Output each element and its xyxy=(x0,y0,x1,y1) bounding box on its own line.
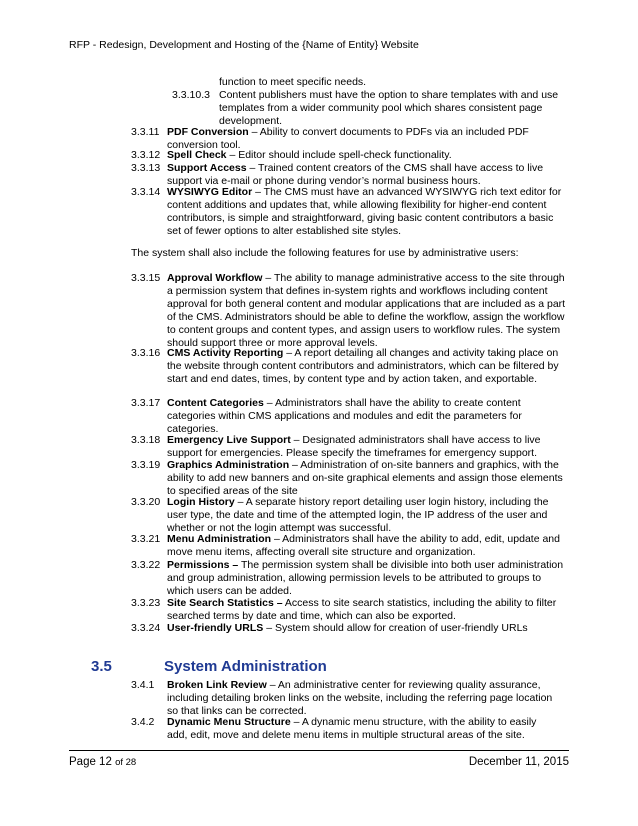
item-separator: – xyxy=(246,162,259,174)
item-number: 3.4.2 xyxy=(131,716,155,728)
item-number: 3.3.23 xyxy=(131,597,161,609)
item-separator: – xyxy=(226,149,239,161)
item-title: PDF Conversion xyxy=(167,126,249,138)
item-number: 3.3.21 xyxy=(131,533,161,545)
item-number: 3.3.12 xyxy=(131,149,161,161)
item-text: Trained content creators of the CMS shall have access to live support via e-mail or phone during vendor’s normal business hours. xyxy=(167,162,544,187)
list-item xyxy=(167,434,563,460)
item-number: 3.3.22 xyxy=(131,559,161,571)
item-title: Approval Workflow xyxy=(167,272,263,284)
item-title: Dynamic Menu Structure xyxy=(167,716,291,728)
item-separator: – xyxy=(263,397,275,409)
list-item xyxy=(167,533,565,559)
item-title: Login History xyxy=(167,496,235,508)
list-item xyxy=(167,679,563,718)
list-item xyxy=(167,622,587,635)
item-text: The CMS must have an advanced WYSIWYG rich text editor for content additions and updates that, while allowing flexibility for higher-end content contributors, is simple and straightforward, giving basic content contributors a basic set of fewer options to alter established site styles. xyxy=(167,186,562,237)
item-separator: – xyxy=(289,459,301,471)
item-text: The permission system shall be divisible into both user administration and group administration, allowing permission levels to be attributed to groups to which users can be added. xyxy=(167,559,564,597)
item-text: An administrative center for reviewing quality assurance, including detailing broken links on the website, including the referring page location so that links can be corrected. xyxy=(167,679,553,717)
footer-date: December 11, 2015 xyxy=(468,756,569,768)
footer-divider xyxy=(69,750,569,751)
item-text: Ability to convert documents to PDFs via an included PDF conversion tool. xyxy=(167,126,529,151)
item-text: function to meet specific needs. xyxy=(219,76,367,88)
item-title: Graphics Administration xyxy=(167,459,290,471)
item-number: 3.3.20 xyxy=(131,496,161,508)
item-separator: – xyxy=(266,679,278,691)
item-text: A dynamic menu structure, with the ability to easily add, edit, move and delete menu items in multiple structural areas of the site. xyxy=(167,716,537,741)
item-title: Emergency Live Support xyxy=(167,434,291,446)
item-title: Support Access xyxy=(167,162,247,174)
item-separator: – xyxy=(263,622,275,634)
item-text: System should allow for creation of user-friendly URLs xyxy=(274,622,528,634)
list-item xyxy=(167,162,557,188)
item-number: 3.3.13 xyxy=(131,162,161,174)
section-title: System Administration xyxy=(164,658,327,675)
item-text: A separate history report detailing user login history, including the user type, the date and time of the attempted login, the IP address of the user and whether or not the login attempt was successful. xyxy=(167,496,549,534)
item-number: 3.3.18 xyxy=(131,434,161,446)
item-separator: – xyxy=(234,496,246,508)
item-number: 3.3.11 xyxy=(131,126,160,138)
list-item xyxy=(167,559,569,598)
item-text: Administrators shall have the ability to add, edit, update and move menu items, affecting overall site structure and organization. xyxy=(167,533,560,558)
item-title: Site Search Statistics – xyxy=(167,597,283,609)
item-text: Access to site search statistics, including the ability to filter searched terms by date and time, which can also be exported. xyxy=(167,597,557,622)
running-header: RFP - Redesign, Development and Hosting of the {Name of Entity} Website xyxy=(69,39,419,51)
item-number: 3.3.14 xyxy=(131,186,161,198)
item-number: 3.3.17 xyxy=(131,397,161,409)
item-text: The ability to manage administrative access to the site through a permission system that defines in-system rights and workflows including content approval for both general content and modular applications that are included as a part of the CMS. Administrators should be able to define the workflow, assign the workflow to content groups and content types, and assign users to workflow rules. The system should support three or more approval levels. xyxy=(167,272,566,349)
page-number xyxy=(69,756,136,768)
list-item xyxy=(167,186,569,238)
list-item xyxy=(167,597,567,623)
item-text: Administration of on-site banners and graphics, with the ability to add new banners and on-site graphical elements and assign those elements to specified areas of the site xyxy=(167,459,563,497)
item-separator: – xyxy=(248,126,260,138)
list-item xyxy=(167,272,569,350)
list-item xyxy=(167,459,567,498)
item-title: Spell Check xyxy=(167,149,227,161)
item-title: Permissions – xyxy=(167,559,239,571)
item-number: 3.3.15 xyxy=(131,272,161,284)
item-title: Broken Link Review xyxy=(167,679,267,691)
item-title: WYSIWYG Editor xyxy=(167,186,253,198)
item-title: Menu Administration xyxy=(167,533,272,545)
item-number: 3.3.10.3 xyxy=(172,89,210,101)
section-number: 3.5 xyxy=(91,658,112,675)
item-text: Content publishers must have the option to share templates with and use templates from a wider community pool which shares consistent page development. xyxy=(219,89,559,127)
list-item xyxy=(219,89,564,128)
item-title: Content Categories xyxy=(167,397,264,409)
list-item-continuation xyxy=(219,76,579,89)
page-label: Page 12 xyxy=(69,756,112,768)
list-item xyxy=(167,716,547,742)
item-text: A report detailing all changes and activity taking place on the website through content contributors and administrators, which can be filtered by start and end dates, times, by content type and by action taken, and exportable. xyxy=(167,347,559,385)
item-number: 3.4.1 xyxy=(131,679,155,691)
item-separator: – xyxy=(290,716,302,728)
item-number: 3.3.19 xyxy=(131,459,161,471)
item-number: 3.3.16 xyxy=(131,347,161,359)
item-separator: – xyxy=(271,533,283,545)
item-number: 3.3.24 xyxy=(131,622,161,634)
intro-paragraph: The system shall also include the following features for use by administrative users: xyxy=(131,247,519,259)
item-text: Administrators shall have the ability to create content categories within CMS applications and modules and edit the parameters for categories. xyxy=(167,397,522,435)
list-item xyxy=(167,347,563,386)
item-separator: – xyxy=(290,434,303,446)
item-text: Editor should include spell-check functionality. xyxy=(238,149,452,161)
list-item xyxy=(167,149,557,162)
item-text: Designated administrators shall have access to live support for emergencies. Please specify the timeframes for emergency support. xyxy=(167,434,541,459)
item-separator: – xyxy=(283,347,295,359)
item-separator: – xyxy=(262,272,274,284)
item-separator: – xyxy=(252,186,264,198)
item-title: CMS Activity Reporting xyxy=(167,347,284,359)
item-title: User-friendly URLS xyxy=(167,622,264,634)
list-item xyxy=(167,397,563,436)
page-of-label: of 28 xyxy=(115,757,137,768)
list-item xyxy=(167,496,567,535)
